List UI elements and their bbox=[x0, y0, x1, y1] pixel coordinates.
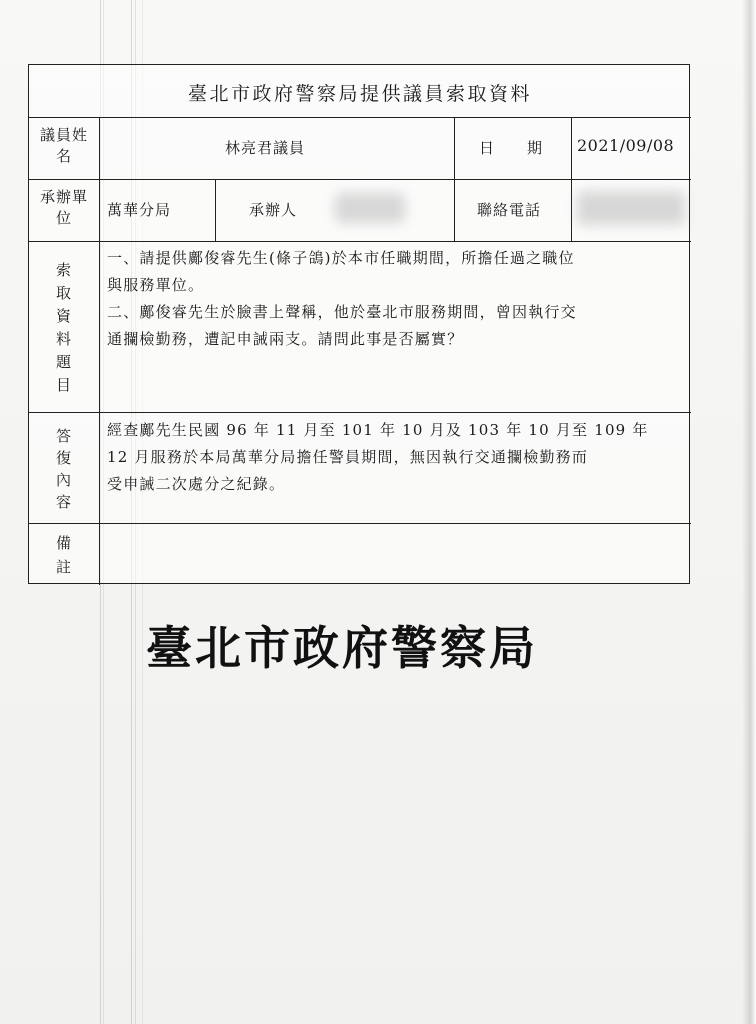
column-divider bbox=[571, 117, 572, 241]
unit-label: 承辦單 位 bbox=[39, 188, 88, 227]
request-form-table bbox=[28, 64, 690, 584]
date-value: 2021/09/08 bbox=[577, 136, 675, 155]
page-edge bbox=[742, 0, 756, 1024]
row-divider bbox=[29, 117, 691, 118]
councilor-name-label: 議員姓 名 bbox=[39, 126, 88, 165]
reply-label: 答 復 內 容 bbox=[55, 427, 72, 511]
column-divider bbox=[215, 179, 216, 241]
request-label: 索 取 資 料 題 目 bbox=[55, 261, 72, 394]
request-content: 一、請提供鄺俊睿先生(條子鴿)於本市任職期間，所擔任過之職位 與服務單位。 二、鄺俊睿先生於臉書上聲稱，他於臺北市服務期間，曾因執行交 通攔檢勤務，遭記申誡兩支。請問此事是否屬實？ bbox=[107, 249, 577, 348]
row-divider bbox=[29, 179, 691, 180]
row-divider bbox=[29, 412, 691, 413]
reply-content: 經查鄺先生民國 96 年 11 月至 101 年 10 月及 103 年 10 月至 109 年 12 月服務於本局萬華分局擔任警員期間，無因執行交通攔檢勤務而 受申誡二次處分之紀錄。 bbox=[107, 421, 649, 493]
redacted-phone-number bbox=[577, 191, 685, 225]
column-divider bbox=[454, 117, 455, 241]
unit-value: 萬華分局 bbox=[107, 201, 172, 219]
row-divider bbox=[29, 523, 691, 524]
councilor-name-value: 林亮君議員 bbox=[225, 139, 306, 157]
date-label: 日 期 bbox=[479, 139, 544, 157]
phone-label: 聯絡電話 bbox=[477, 201, 542, 219]
column-divider bbox=[99, 117, 100, 585]
form-title: 臺北市政府警察局提供議員索取資料 bbox=[187, 83, 532, 105]
handler-label: 承辦人 bbox=[249, 201, 298, 219]
agency-seal-stamp: 臺北市政府警察局 bbox=[146, 621, 538, 675]
row-divider bbox=[29, 241, 691, 242]
redacted-handler-name bbox=[335, 193, 405, 223]
remarks-label: 備 註 bbox=[55, 534, 72, 576]
